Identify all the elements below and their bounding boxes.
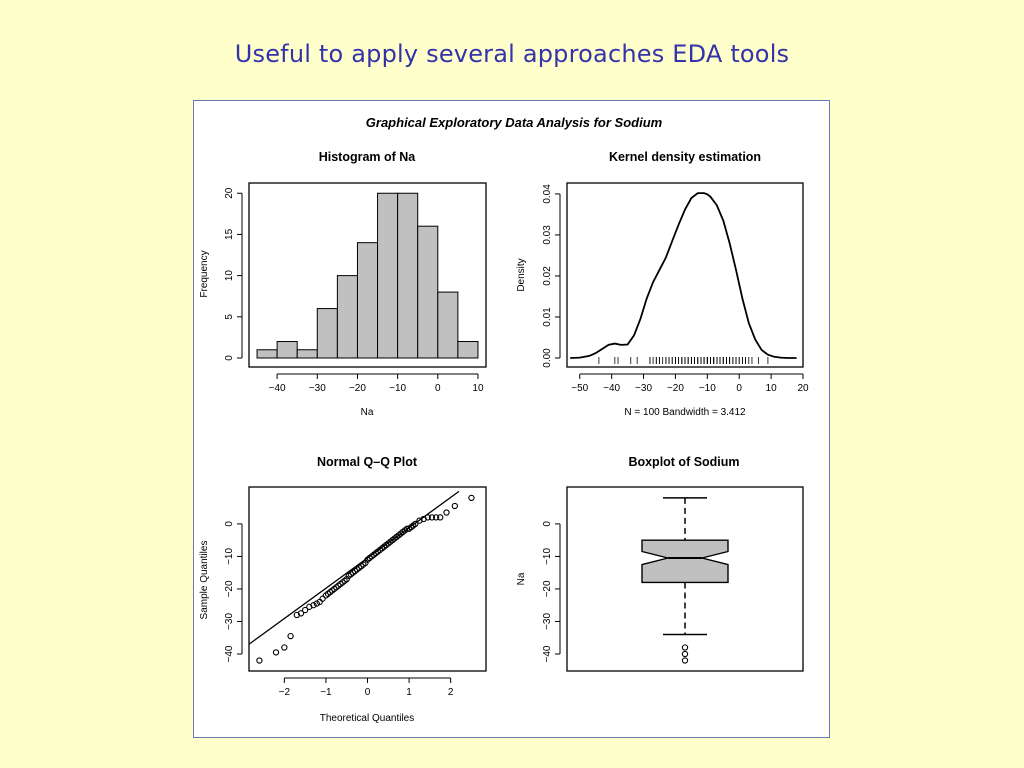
boxplot-y-tick-label: −20 [542, 580, 553, 598]
histogram-y-tick-label: 20 [224, 187, 235, 199]
histogram-ylabel: Frequency [199, 250, 210, 298]
boxplot-box [642, 540, 728, 582]
boxplot-y-tick-label: −30 [542, 612, 553, 630]
histogram-x-tick-label: −10 [389, 383, 407, 394]
density-y-tick-label: 0.03 [542, 225, 553, 245]
histogram-bar [337, 276, 357, 358]
density-y-tick-label: 0.02 [542, 266, 553, 286]
histogram-x-tick-label: −40 [268, 383, 286, 394]
qq-point [273, 650, 278, 655]
histogram-bar [257, 350, 277, 358]
qq-x-tick-label: −1 [320, 687, 332, 698]
density-x-tick-label: 20 [797, 383, 809, 394]
density-ylabel: Density [516, 258, 527, 292]
qq-plot-frame [249, 487, 486, 671]
qq-ylabel: Sample Quantiles [199, 540, 210, 620]
qq-y-tick-label: −10 [224, 547, 235, 565]
qq-point [288, 634, 293, 639]
histogram-bar [398, 193, 418, 358]
histogram-y-tick-label: 5 [224, 314, 235, 320]
histogram-y-tick-label: 15 [224, 228, 235, 240]
boxplot-outlier [682, 651, 687, 656]
qq-point [452, 503, 457, 508]
qq-y-tick-label: −30 [224, 612, 235, 630]
density-x-tick-label: 10 [765, 383, 777, 394]
histogram-panel [199, 150, 486, 418]
density-panel [516, 150, 809, 418]
boxplot-y-tick-label: −10 [542, 547, 553, 565]
density-x-tick-label: −20 [666, 383, 684, 394]
qq-panel [199, 455, 486, 724]
boxplot-y-tick-label: −40 [542, 645, 553, 663]
histogram-bar [438, 292, 458, 358]
histogram-x-tick-label: −30 [308, 383, 326, 394]
qq-x-tick-label: 0 [364, 687, 371, 698]
density-x-tick-label: −50 [571, 383, 589, 394]
boxplot-outlier [682, 645, 687, 650]
histogram-x-tick-label: 0 [435, 383, 441, 394]
histogram-bar [458, 342, 478, 358]
qq-y-tick-label: −40 [224, 645, 235, 663]
histogram-y-tick-label: 10 [224, 270, 235, 282]
qq-title: Normal Q–Q Plot [316, 455, 418, 469]
density-curve [570, 193, 796, 358]
density-x-tick-label: −30 [635, 383, 653, 394]
histogram-bar [297, 350, 317, 358]
qq-y-tick-label: −20 [224, 580, 235, 598]
histogram-bar [357, 243, 377, 358]
histogram-y-tick-label: 0 [224, 355, 235, 361]
histogram-xlabel: Na [360, 407, 374, 418]
figure-title: Graphical Exploratory Data Analysis for Sodium [365, 115, 663, 130]
qq-y-tick-label: 0 [224, 521, 235, 527]
density-x-tick-label: −10 [698, 383, 716, 394]
qq-x-tick-label: 2 [447, 687, 454, 698]
qq-x-tick-label: −2 [278, 687, 291, 698]
boxplot-y-tick-label: 0 [542, 521, 553, 527]
density-x-tick-label: −40 [603, 383, 621, 394]
qq-point [282, 645, 287, 650]
density-title: Kernel density estimation [608, 150, 762, 164]
histogram-bar [378, 193, 398, 358]
histogram-x-tick-label: 10 [472, 383, 484, 394]
density-y-tick-label: 0.04 [542, 184, 553, 204]
density-y-tick-label: 0.00 [542, 348, 553, 368]
histogram-title: Histogram of Na [318, 150, 416, 164]
qq-point [257, 658, 262, 663]
density-x-tick-label: 0 [736, 383, 742, 394]
qq-x-tick-label: 1 [406, 687, 412, 698]
boxplot-outlier [682, 658, 687, 663]
eda-figure-svg [194, 101, 829, 737]
histogram-bar [317, 309, 337, 358]
boxplot-panel [516, 455, 803, 671]
density-y-tick-label: 0.01 [542, 307, 553, 327]
qq-point [469, 495, 474, 500]
boxplot-ylabel: Na [516, 572, 527, 586]
density-note: N = 100 Bandwidth = 3.412 [624, 407, 746, 418]
qq-xlabel: Theoretical Quantiles [319, 713, 415, 724]
boxplot-title: Boxplot of Sodium [628, 455, 740, 469]
slide-title: Useful to apply several approaches EDA tools [234, 40, 790, 68]
histogram-bar [277, 342, 297, 358]
qq-point [444, 510, 449, 515]
histogram-x-tick-label: −20 [348, 383, 366, 394]
eda-figure [193, 100, 830, 738]
histogram-bar [418, 226, 438, 358]
